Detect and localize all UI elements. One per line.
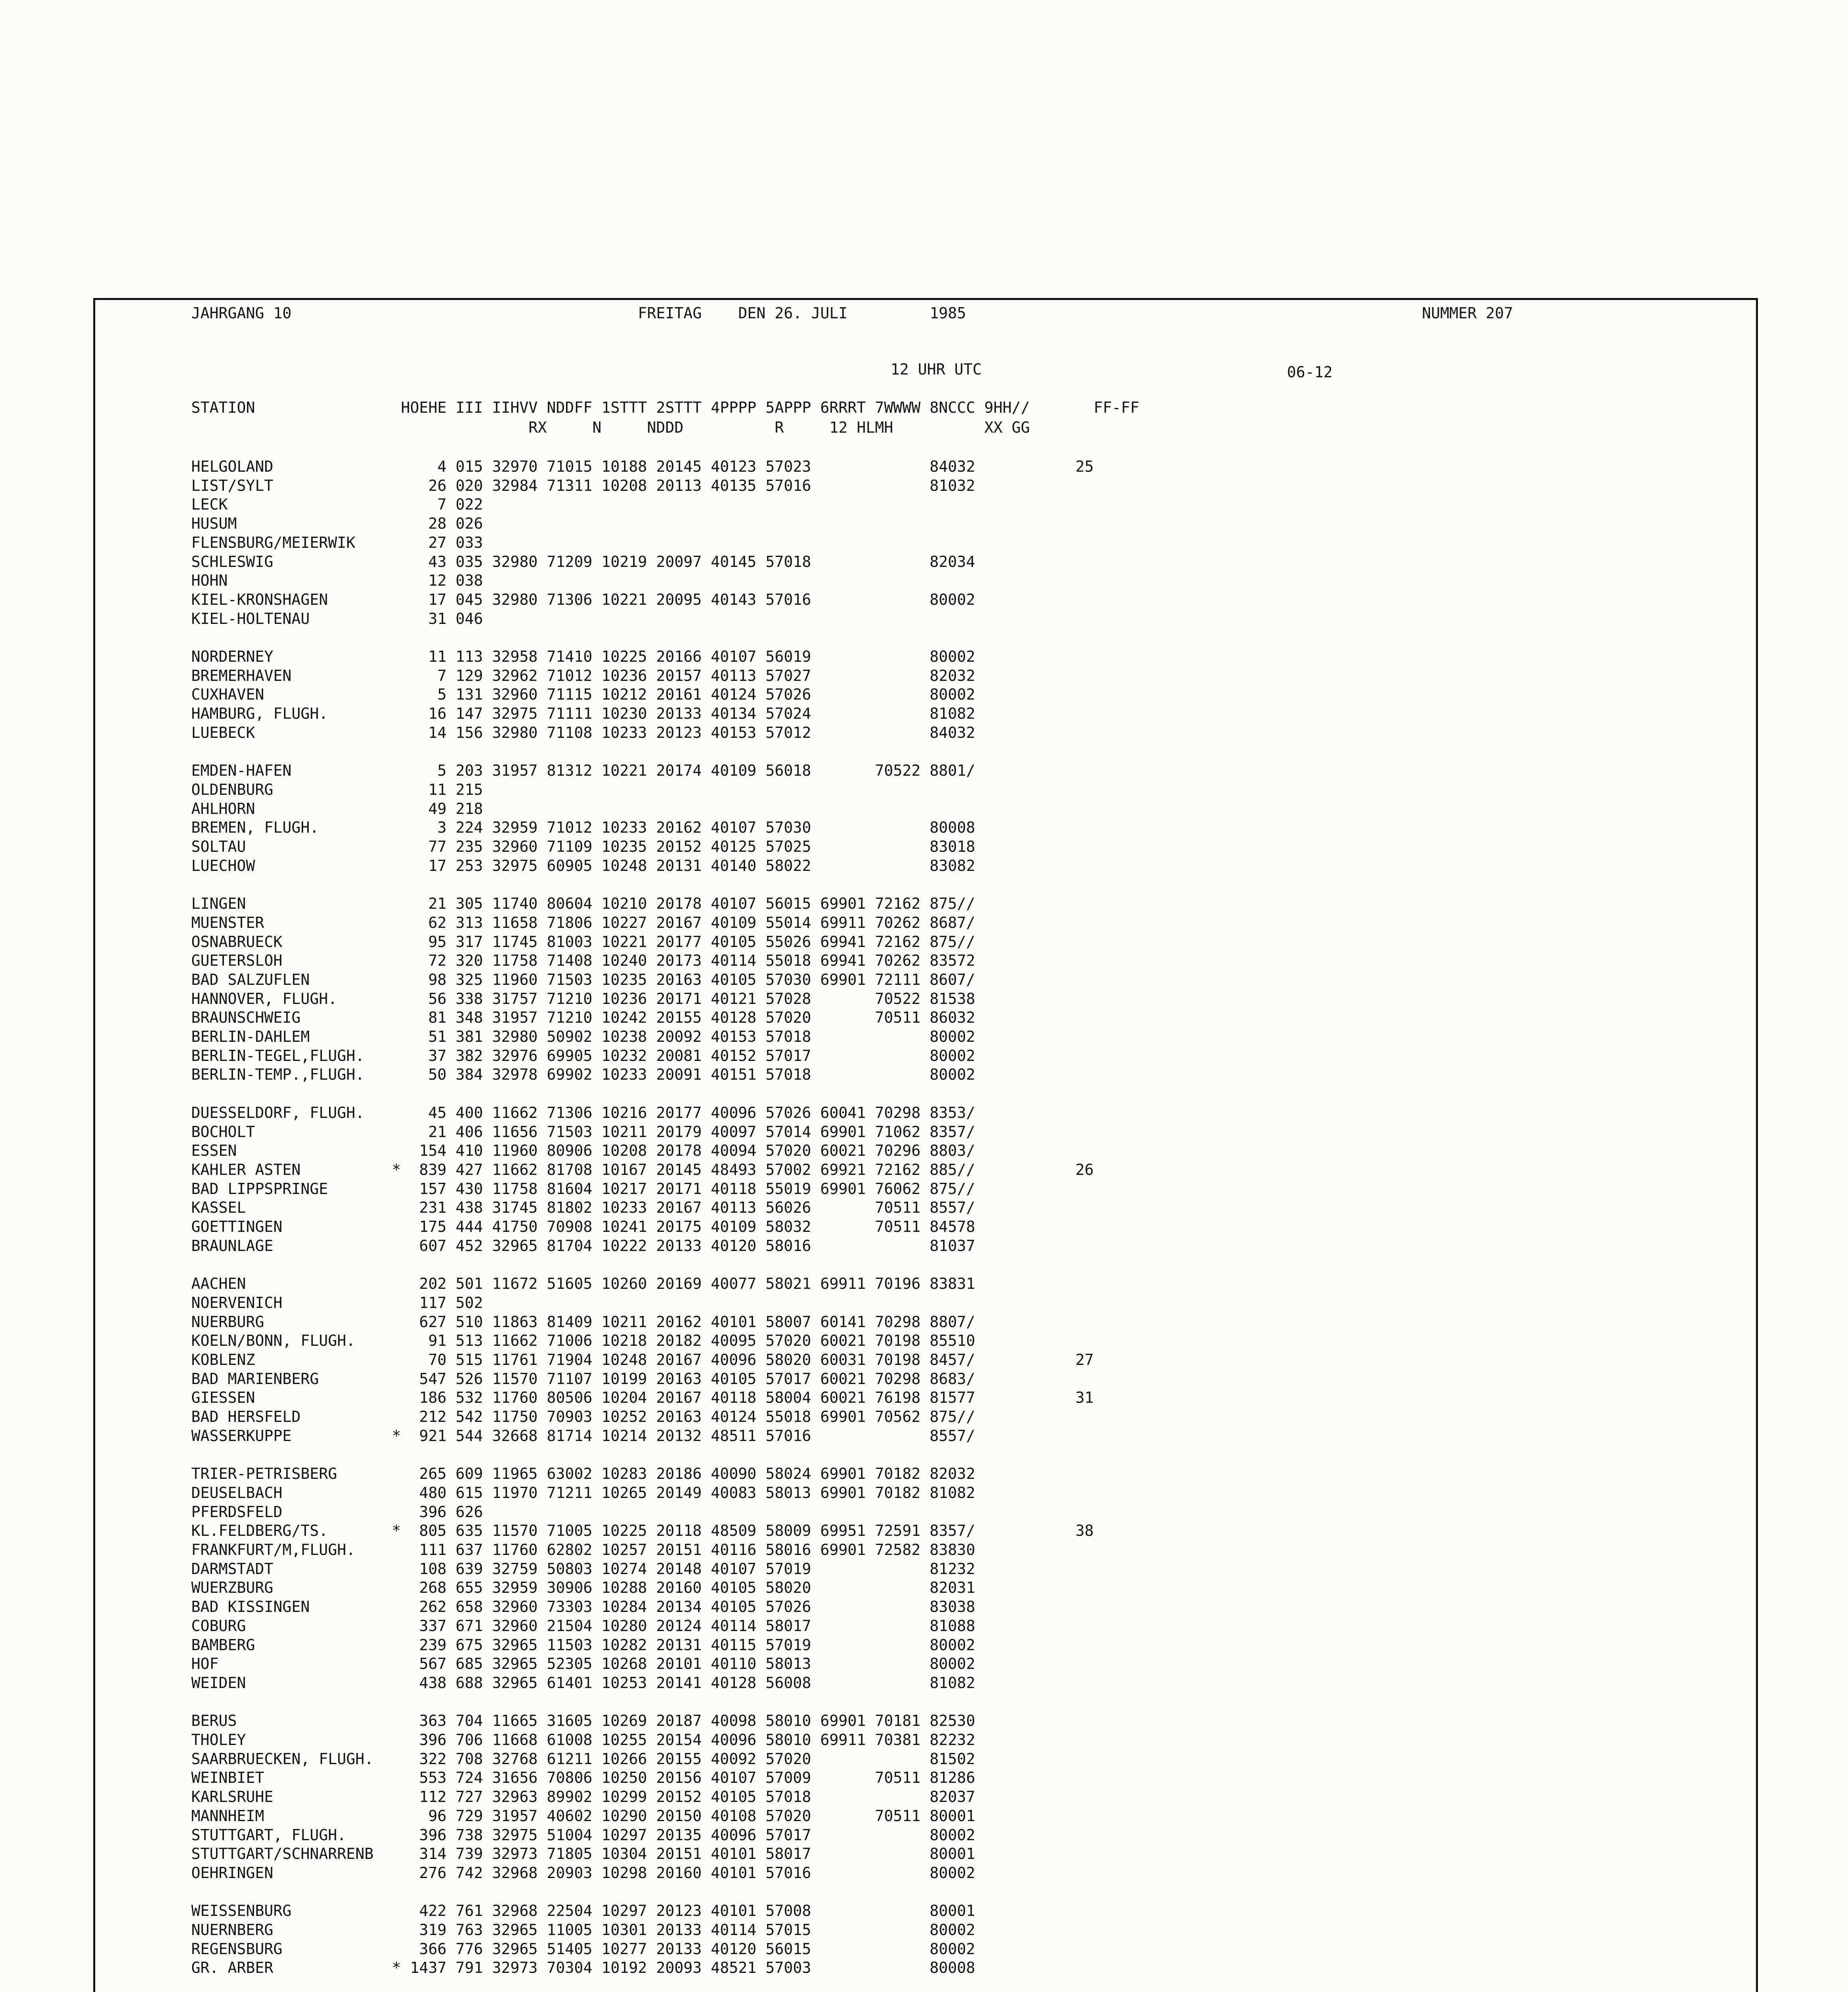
table-row: WEINBIET 553 724 31656 70806 10250 20156 40107 57009 70511 81286 — [191, 1769, 975, 1787]
table-row: DEUSELBACH 480 615 11970 71211 10265 20149 40083 58013 69901 70182 81082 — [191, 1484, 975, 1502]
table-row: SCHLESWIG 43 035 32980 71209 10219 20097 40145 57018 82034 — [191, 553, 975, 571]
table-row: KIEL-HOLTENAU 31 046 — [191, 610, 483, 627]
table-row: MUENSTER 62 313 11658 71806 10227 20167 40109 55014 69911 70262 8687/ — [191, 914, 975, 931]
report-header — [191, 304, 1513, 323]
table-row: BAD HERSFELD 212 542 11750 70903 10252 20163 40124 55018 69901 70562 875// — [191, 1408, 975, 1426]
volume-label: JAHRGANG 10 — [191, 304, 292, 322]
table-row: HANNOVER, FLUGH. 56 338 31757 71210 10236 20171 40121 57028 70522 81538 — [191, 990, 975, 1008]
table-row: BAMBERG 239 675 32965 11503 10282 20131 40115 57019 80002 — [191, 1636, 975, 1654]
table-row: BOCHOLT 21 406 11656 71503 10211 20179 40097 57014 69901 71062 8357/ — [191, 1123, 975, 1141]
table-row: LECK 7 022 — [191, 496, 483, 514]
table-row: AACHEN 202 501 11672 51605 10260 20169 40077 58021 69911 70196 83831 — [191, 1275, 975, 1293]
column-header-line-2: RX N NDDD R 12 HLMH XX GG — [191, 419, 1030, 436]
table-row: NUERNBERG 319 763 32965 11005 10301 20133 40114 57015 80002 — [191, 1921, 975, 1939]
table-row: ESSEN 154 410 11960 80906 10208 20178 40094 57020 60021 70296 8803/ — [191, 1142, 975, 1160]
table-row: CUXHAVEN 5 131 32960 71115 10212 20161 40124 57026 80002 — [191, 686, 975, 704]
table-row: HOF 567 685 32965 52305 10268 20101 40110 58013 80002 — [191, 1655, 975, 1673]
table-row: STUTTGART/SCHNARRENB 314 739 32973 71805 10304 20151 40101 58017 80001 — [191, 1845, 975, 1863]
table-row: LINGEN 21 305 11740 80604 10210 20178 40107 56015 69901 72162 875// — [191, 895, 975, 913]
table-row: LIST/SYLT 26 020 32984 71311 10208 20113 40135 57016 81032 — [191, 476, 975, 494]
table-row: GIESSEN 186 532 11760 80506 10204 20167 40118 58004 60021 76198 81577 31 — [191, 1389, 1094, 1407]
table-row: MANNHEIM 96 729 31957 40602 10290 20150 40108 57020 70511 80001 — [191, 1807, 975, 1825]
group-separator — [191, 1978, 1094, 1992]
table-row: NORDERNEY 11 113 32958 71410 10225 20166 40107 56019 80002 — [191, 648, 975, 666]
table-row: BAD SALZUFLEN 98 325 11960 71503 10235 20163 40105 57030 69901 72111 8607/ — [191, 971, 975, 988]
table-row: BERLIN-TEMP.,FLUGH. 50 384 32978 69902 10233 20091 40151 57018 80002 — [191, 1066, 975, 1084]
table-row: EMDEN-HAFEN 5 203 31957 81312 10221 20174 40109 56018 70522 8801/ — [191, 762, 975, 780]
table-row: OLDENBURG 11 215 — [191, 780, 483, 798]
table-row: GR. ARBER * 1437 791 32973 70304 10192 20093 48521 57003 80008 — [191, 1959, 975, 1977]
table-row: KOELN/BONN, FLUGH. 91 513 11662 71006 10218 20182 40095 57020 60021 70198 85510 — [191, 1332, 975, 1350]
table-row: COBURG 337 671 32960 21504 10280 20124 40114 58017 81088 — [191, 1617, 975, 1635]
table-row: LUEBECK 14 156 32980 71108 10233 20123 40153 57012 84032 — [191, 723, 975, 741]
report-year: 1985 — [930, 304, 966, 322]
table-row: REGENSBURG 366 776 32965 51405 10277 20133 40120 56015 80002 — [191, 1940, 975, 1958]
column-header-line-1: STATION HOEHE III IIHVV NDDFF 1STTT 2STTT 4PPPP 5APPP 6RRRT 7WWWW 8NCCC 9HH// FF-FF — [191, 399, 1140, 416]
table-row: BRAUNSCHWEIG 81 348 31957 71210 10242 20155 40128 57020 70511 86032 — [191, 1009, 975, 1027]
table-row: SAARBRUECKEN, FLUGH. 322 708 32768 61211 10266 20155 40092 57020 81502 — [191, 1750, 975, 1768]
group-separator — [191, 628, 1094, 647]
table-row: PFERDSFELD 396 626 — [191, 1503, 483, 1521]
group-separator — [191, 1693, 1094, 1712]
table-row: NUERBURG 627 510 11863 81409 10211 20162 40101 58007 60141 70298 8807/ — [191, 1313, 975, 1331]
table-row: BAD LIPPSPRINGE 157 430 11758 81604 10217 20171 40118 55019 69901 76062 875// — [191, 1180, 975, 1198]
table-row: WEIDEN 438 688 32965 61401 10253 20141 40128 56008 81082 — [191, 1674, 975, 1692]
table-row: FRANKFURT/M,FLUGH. 111 637 11760 62802 10257 20151 40116 58016 69901 72582 83830 — [191, 1541, 975, 1559]
table-row: WASSERKUPPE * 921 544 32668 81714 10214 20132 48511 57016 8557/ — [191, 1427, 975, 1445]
table-row: SOLTAU 77 235 32960 71109 10235 20152 40125 57025 83018 — [191, 838, 975, 856]
table-row: BREMERHAVEN 7 129 32962 71012 10236 20157 40113 57027 82032 — [191, 667, 975, 684]
table-row: FLENSBURG/MEIERWIK 27 033 — [191, 533, 483, 551]
table-row: BAD MARIENBERG 547 526 11570 71107 10199 20163 40105 57017 60021 70298 8683/ — [191, 1370, 975, 1388]
table-row: BERUS 363 704 11665 31605 10269 20187 40098 58010 69901 70181 82530 — [191, 1712, 975, 1730]
period-label: 06-12 — [1287, 363, 1333, 381]
table-row: NOERVENICH 117 502 — [191, 1294, 483, 1312]
group-separator — [191, 1883, 1094, 1902]
table-row: GUETERSLOH 72 320 11758 71408 10240 20173 40114 55018 69941 70262 83572 — [191, 952, 975, 970]
table-row: DUESSELDORF, FLUGH. 45 400 11662 71306 10216 20177 40096 57026 60041 70298 8353/ — [191, 1104, 975, 1121]
station-table — [191, 457, 1094, 1992]
table-row: AHLHORN 49 218 — [191, 800, 483, 818]
group-separator — [191, 1255, 1094, 1274]
table-row: WUERZBURG 268 655 32959 30906 10288 20160 40105 58020 82031 — [191, 1579, 975, 1597]
table-row: BERLIN-TEGEL,FLUGH. 37 382 32976 69905 10232 20081 40152 57017 80002 — [191, 1047, 975, 1065]
table-row: HELGOLAND 4 015 32970 71015 10188 20145 40123 57023 84032 25 — [191, 458, 1094, 475]
table-row: OEHRINGEN 276 742 32968 20903 10298 20160 40101 57016 80002 — [191, 1864, 975, 1882]
table-row: KARLSRUHE 112 727 32963 89902 10299 20152 40105 57018 82037 — [191, 1788, 975, 1806]
group-separator — [191, 1084, 1094, 1104]
table-row: KOBLENZ 70 515 11761 71904 10248 20167 40096 58020 60031 70198 8457/ 27 — [191, 1351, 1094, 1369]
table-row: HOHN 12 038 — [191, 572, 483, 590]
group-separator — [191, 743, 1094, 762]
table-row: GOETTINGEN 175 444 41750 70908 10241 20175 40109 58032 70511 84578 — [191, 1218, 975, 1236]
table-row: TRIER-PETRISBERG 265 609 11965 63002 10283 20186 40090 58024 69901 70182 82032 — [191, 1465, 975, 1483]
table-row: WEISSENBURG 422 761 32968 22504 10297 20123 40101 57008 80001 — [191, 1902, 975, 1920]
table-row: KIEL-KRONSHAGEN 17 045 32980 71306 10221 20095 40143 57016 80002 — [191, 590, 975, 608]
report-date: DEN 26. JULI — [738, 304, 848, 322]
table-row: DARMSTADT 108 639 32759 50803 10274 20148 40107 57019 81232 — [191, 1560, 975, 1578]
table-row: KL.FELDBERG/TS. * 805 635 11570 71005 10225 20118 48509 58009 69951 72591 8357/ 38 — [191, 1522, 1094, 1540]
table-row: HUSUM 28 026 — [191, 515, 483, 533]
table-row: BRAUNLAGE 607 452 32965 81704 10222 20133 40120 58016 81037 — [191, 1237, 975, 1255]
table-row: KAHLER ASTEN * 839 427 11662 81708 10167 20145 48493 57002 69921 72162 885// 26 — [191, 1161, 1094, 1178]
table-row: HAMBURG, FLUGH. 16 147 32975 71111 10230 20133 40134 57024 81082 — [191, 705, 975, 723]
table-row: THOLEY 396 706 11668 61008 10255 20154 40096 58010 69911 70381 82232 — [191, 1731, 975, 1749]
group-separator — [191, 1445, 1094, 1465]
table-row: LUECHOW 17 253 32975 60905 10248 20131 40140 58022 83082 — [191, 857, 975, 874]
table-row: BERLIN-DAHLEM 51 381 32980 50902 10238 20092 40153 57018 80002 — [191, 1028, 975, 1046]
table-row: BREMEN, FLUGH. 3 224 32959 71012 10233 20162 40107 57030 80008 — [191, 819, 975, 837]
column-header — [191, 398, 1139, 437]
table-row: STUTTGART, FLUGH. 396 738 32975 51004 10297 20135 40096 57017 80002 — [191, 1826, 975, 1844]
issue-number: NUMMER 207 — [1422, 304, 1513, 322]
table-row: OSNABRUECK 95 317 11745 81003 10221 20177 40105 55026 69941 72162 875// — [191, 933, 975, 951]
weekday: FREITAG — [638, 304, 702, 322]
group-separator — [191, 875, 1094, 894]
table-row: KASSEL 231 438 31745 81802 10233 20167 40113 56026 70511 8557/ — [191, 1199, 975, 1217]
observation-time: 12 UHR UTC — [891, 361, 982, 378]
table-row: BAD KISSINGEN 262 658 32960 73303 10284 20134 40105 57026 83038 — [191, 1598, 975, 1616]
